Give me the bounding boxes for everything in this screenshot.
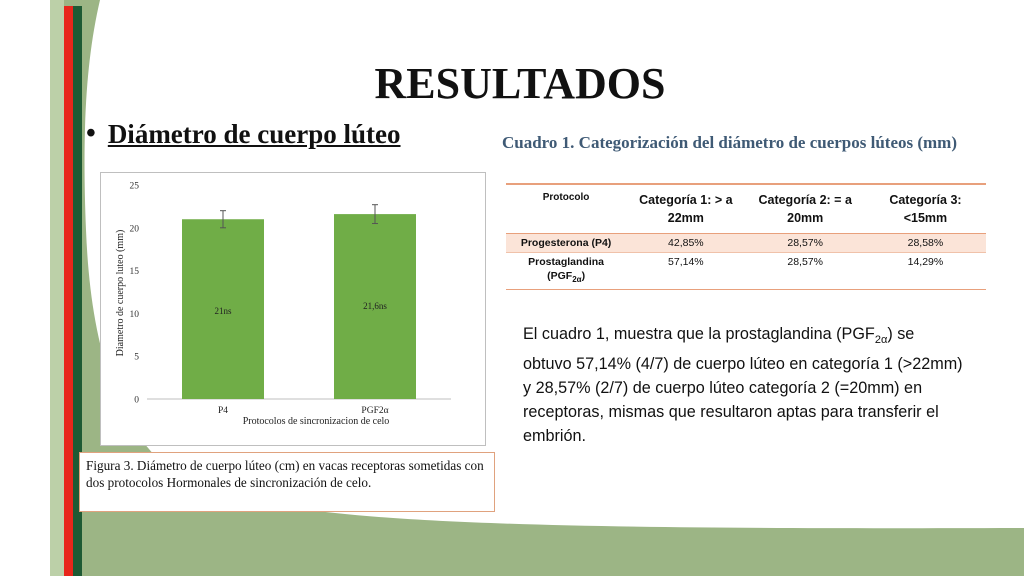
cell-category-3: 28,58% [865,234,986,253]
protocol-close: ) [581,270,586,282]
data-label: 21,6ns [363,301,387,312]
cell-category-1: 42,85% [626,234,745,253]
data-label: 21ns [214,306,232,317]
bullet-symbol: • [86,118,96,149]
y-tick-label: 10 [129,309,139,320]
figure-caption: Figura 3. Diámetro de cuerpo lúteo (cm) en vacas receptoras sometidas con dos protocolos Hormonales de sincronización de celo. [79,452,495,512]
paragraph-part-2: ) se obtuvo 57,14% (4/7) de cuerpo lúteo en categoría 1 (>22mm) y 28,57% (2/7) de cuerpo lúteo categoría 2 (=20mm) en receptoras, mismas que resultaron aptas para transferir el embrión. [523,325,963,446]
y-tick-label: 0 [134,395,139,406]
table-row [506,253,986,290]
cell-protocol [506,253,626,290]
table-title: Cuadro 1. Categorización del diámetro de cuerpos lúteos (mm) [502,133,958,152]
y-axis-title: Diametro de cuerpo luteo (mm) [115,229,126,357]
header-category-1: Categoría 1: > a 22mm [626,184,745,234]
cell-category-2: 28,57% [746,253,865,290]
bar-chart [101,173,485,445]
cell-category-1: 57,14% [626,253,745,290]
paragraph-subscript: 2α [874,334,888,347]
cell-category-3: 14,29% [865,253,986,290]
bar-chart-frame [100,172,486,446]
header-protocol: Protocolo [506,184,626,234]
header-category-2: Categoría 2: = a 20mm [746,184,865,234]
x-tick-label: PGF2α [361,406,389,416]
results-paragraph [523,322,963,448]
table-header-row [506,184,986,234]
categorization-table [506,183,986,290]
x-tick-label: P4 [217,406,229,416]
paragraph-part-1: El cuadro 1, muestra que la prostaglandina (PGF [523,325,875,343]
bullet-text: Diámetro de cuerpo lúteo [107,118,401,149]
cell-category-2: 28,57% [746,234,865,253]
slide-title: RESULTADOS [374,59,666,108]
protocol-subscript: 2α [572,275,582,285]
protocol-name: Prostaglandina [528,256,604,268]
y-tick-label: 25 [129,181,139,192]
y-tick-label: 5 [134,352,139,363]
cell-protocol: Progesterona (P4) [506,234,626,253]
header-category-3: Categoría 3: <15mm [865,184,986,234]
protocol-abbrev: (PGF [547,270,573,282]
table-row [506,234,986,253]
bullet-heading [86,118,401,150]
y-tick-label: 15 [129,267,139,278]
y-tick-label: 20 [129,224,139,235]
x-axis-title: Protocolos de sincronizacion de celo [242,416,390,427]
